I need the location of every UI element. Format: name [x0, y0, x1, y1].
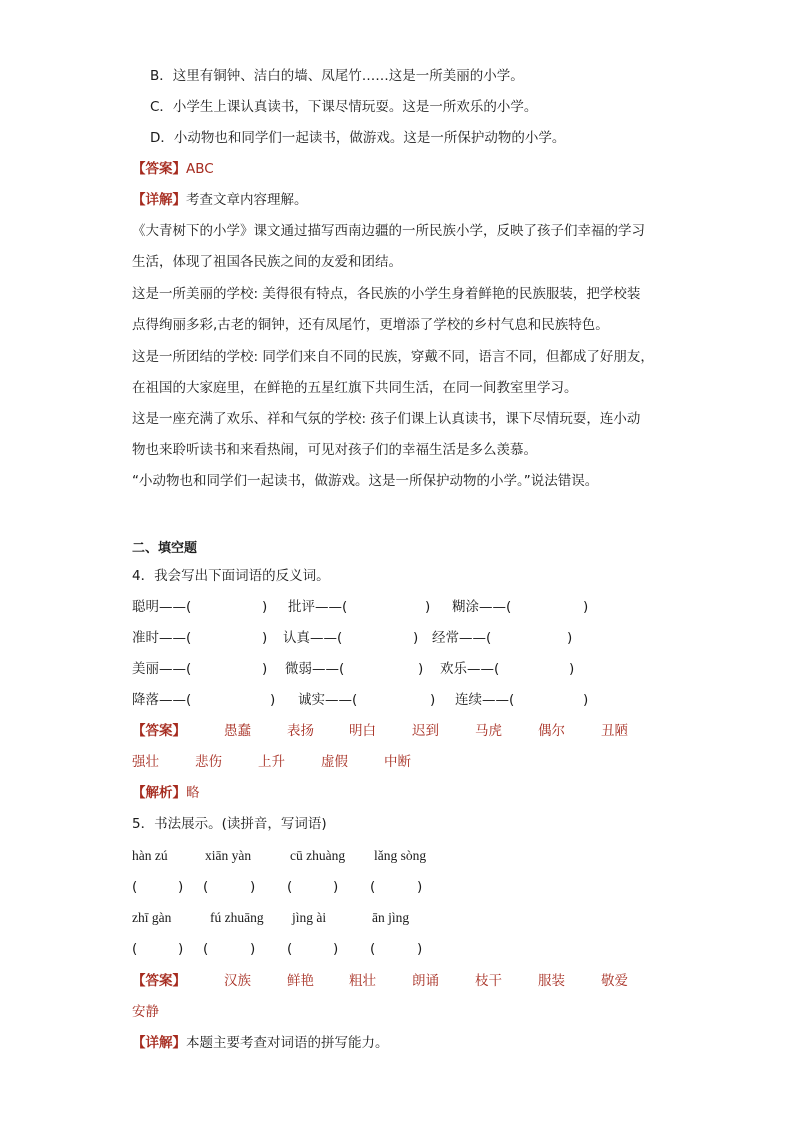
pinyin: ān jìng	[372, 910, 410, 925]
answer-word: 表扬	[287, 723, 314, 739]
answer-word: 丑陋	[601, 723, 628, 739]
detail-label: 【详解】	[132, 1035, 186, 1051]
answer-word: 虚假	[321, 754, 348, 770]
detail-paragraph: 这是一座充满了欢乐、祥和气氛的学校: 孩子们课上认真读书，课下尽情玩耍，连小动	[132, 411, 641, 427]
paren-open: (	[287, 879, 293, 895]
answer-word: 粗壮	[349, 973, 376, 989]
answer-word: 中断	[384, 754, 411, 770]
paren-close: )	[178, 879, 184, 895]
word-cell: 经常——(	[432, 630, 492, 646]
detail-paragraph: 生活，体现了祖国各民族之间的友爱和团结。	[132, 254, 402, 270]
paren-close: )	[413, 630, 419, 646]
answer-word: 敬爱	[601, 973, 628, 989]
answer-word: 朗诵	[412, 973, 439, 989]
paren-open: (	[203, 879, 209, 895]
paren-close: )	[425, 599, 431, 615]
q5-prompt: 5．书法展示。(读拼音，写词语)	[132, 816, 327, 832]
answer-word: 强壮	[132, 754, 159, 770]
pinyin: jìng ài	[292, 910, 327, 925]
paren-close: )	[583, 692, 589, 708]
paren-close: )	[178, 941, 184, 957]
answer-word: 愚蠢	[224, 723, 251, 739]
answer-word: 汉族	[224, 973, 251, 989]
paren-close: )	[262, 661, 268, 677]
paren-open: (	[370, 941, 376, 957]
answer-label: 【答案】	[132, 723, 186, 739]
paren-close: )	[262, 630, 268, 646]
section-title: 二、填空题	[132, 541, 198, 556]
paren-open: (	[370, 879, 376, 895]
detail-intro: 考查文章内容理解。	[186, 192, 308, 208]
detail-paragraph: 这是一所团结的学校: 同学们来自不同的民族，穿戴不同，语言不同，但都成了好朋友，	[132, 349, 654, 365]
paren-close: )	[333, 941, 339, 957]
answer-word: 偶尔	[538, 723, 565, 739]
pinyin: xiān yàn	[205, 848, 252, 863]
detail-value: 本题主要考查对词语的拼写能力。	[186, 1035, 389, 1051]
detail-paragraph: 点得绚丽多彩,古老的铜钟，还有凤尾竹，更增添了学校的乡村气息和民族特色。	[132, 317, 609, 333]
paren-close: )	[418, 661, 424, 677]
answer-word: 上升	[258, 754, 285, 770]
paren-open: (	[132, 941, 138, 957]
answer-word: 枝干	[475, 973, 502, 989]
detail-label: 【详解】	[132, 192, 186, 208]
word-cell: 降落——(	[132, 692, 192, 708]
answer-word: 马虎	[475, 723, 502, 739]
analysis-label: 【解析】	[132, 785, 186, 801]
answer-label: 【答案】	[132, 973, 186, 989]
option-b: B．这里有铜钟、洁白的墙、凤尾竹……这是一所美丽的小学。	[150, 68, 524, 84]
q3-detail	[132, 191, 308, 209]
pinyin: zhī gàn	[132, 910, 172, 925]
paren-close: )	[250, 941, 256, 957]
answer-word: 鲜艳	[287, 973, 314, 989]
paren-close: )	[250, 879, 256, 895]
detail-paragraph: 在祖国的大家庭里，在鲜艳的五星红旗下共同生活，在同一间教室里学习。	[132, 380, 578, 396]
paren-close: )	[333, 879, 339, 895]
word-cell: 微弱——(	[285, 661, 345, 677]
answer-word: 悲伤	[195, 754, 222, 770]
q5-detail	[132, 1034, 389, 1052]
paren-open: (	[287, 941, 293, 957]
paren-close: )	[262, 599, 268, 615]
word-cell: 批评——(	[288, 599, 348, 615]
q4-analysis	[132, 784, 200, 802]
q4-prompt: 4．我会写出下面词语的反义词。	[132, 568, 330, 584]
detail-paragraph: “小动物也和同学们一起读书，做游戏。这是一所保护动物的小学。”说法错误。	[132, 473, 599, 489]
word-cell: 糊涂——(	[452, 599, 512, 615]
paren-close: )	[583, 599, 589, 615]
paren-close: )	[417, 879, 423, 895]
answer-word: 服装	[538, 973, 565, 989]
paren-close: )	[569, 661, 575, 677]
q3-answer	[132, 160, 214, 178]
word-cell: 准时——(	[132, 630, 192, 646]
paren-open: (	[132, 879, 138, 895]
pinyin: fú zhuāng	[210, 910, 264, 925]
word-cell: 聪明——(	[132, 599, 192, 615]
answer-word: 安静	[132, 1004, 159, 1020]
detail-paragraph: 这是一所美丽的学校: 美得很有特点，各民族的小学生身着鲜艳的民族服装，把学校装	[132, 286, 641, 302]
option-d: D．小动物也和同学们一起读书，做游戏。这是一所保护动物的小学。	[150, 130, 566, 146]
word-cell: 诚实——(	[298, 692, 358, 708]
answer-word: 明白	[349, 723, 376, 739]
pinyin: hàn zú	[132, 848, 168, 863]
pinyin: lǎng sòng	[374, 848, 427, 863]
word-cell: 认真——(	[283, 630, 343, 646]
answer-value: ABC	[186, 161, 214, 177]
answer-label: 【答案】	[132, 161, 186, 177]
word-cell: 美丽——(	[132, 661, 192, 677]
option-c: C．小学生上课认真读书，下课尽情玩耍。这是一所欢乐的小学。	[150, 99, 538, 115]
paren-close: )	[430, 692, 436, 708]
analysis-value: 略	[186, 785, 200, 801]
paren-close: )	[417, 941, 423, 957]
detail-paragraph: 物也来聆听读书和来看热闹，可见对孩子们的幸福生活是多么羡慕。	[132, 442, 537, 458]
paren-close: )	[567, 630, 573, 646]
word-cell: 连续——(	[455, 692, 515, 708]
paren-open: (	[203, 941, 209, 957]
answer-word: 迟到	[412, 723, 439, 739]
word-cell: 欢乐——(	[440, 661, 500, 677]
pinyin: cū zhuàng	[290, 848, 346, 863]
paren-close: )	[270, 692, 276, 708]
detail-paragraph: 《大青树下的小学》课文通过描写西南边疆的一所民族小学，反映了孩子们幸福的学习	[132, 223, 645, 239]
